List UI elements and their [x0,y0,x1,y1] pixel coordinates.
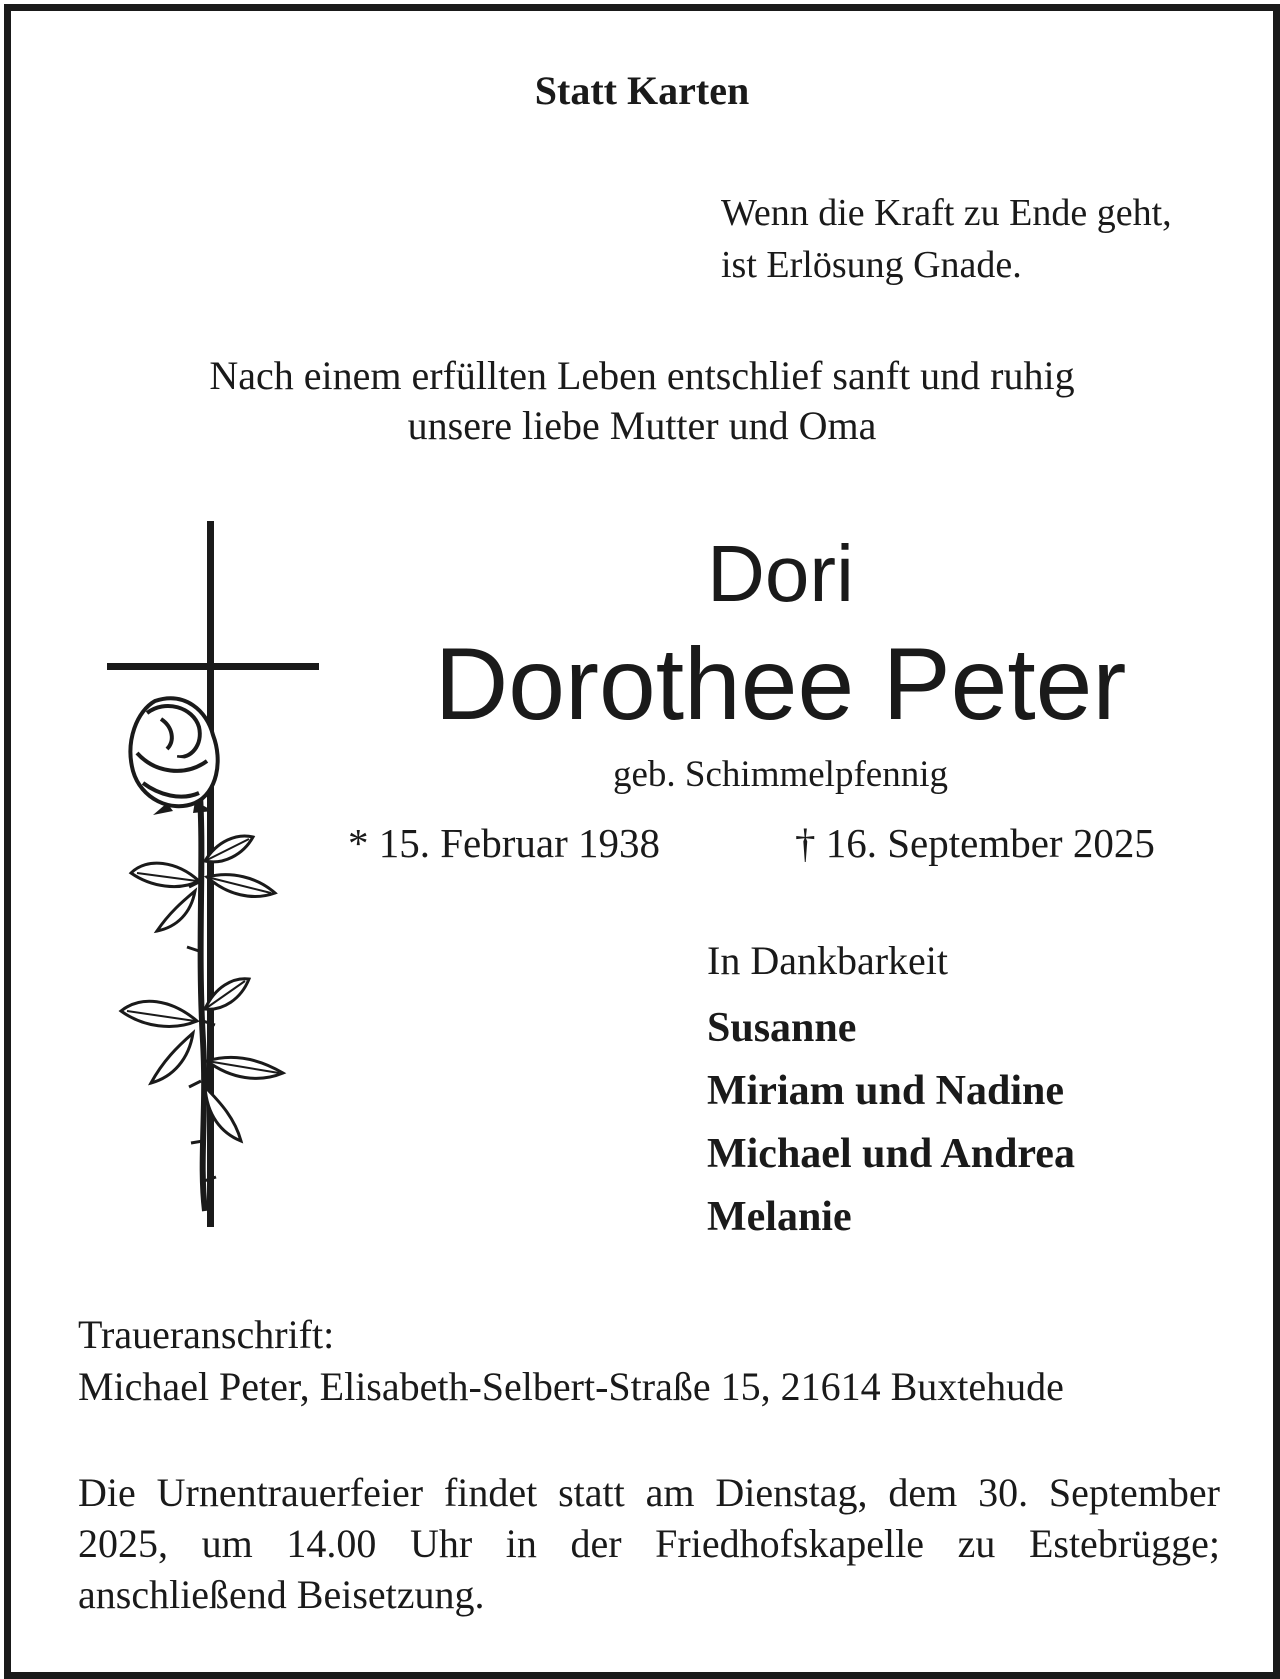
quote-line: Wenn die Kraft zu Ende geht, [721,192,1172,234]
ceremony-details: Die Urnentrauerfeier findet statt am Dienstag, dem 30. September 2025, um 14.00 Uhr in der Friedhofskapelle zu Estebrügge; anschließend Beisetzung. [78,1470,1220,1617]
birth-date: * 15. Februar 1938 [348,820,661,866]
thanks-line: In Dankbarkeit [707,938,949,983]
heading: Statt Karten [534,68,750,113]
full-name: Dorothee Peter [434,627,1127,741]
mourner-name: Melanie [707,1194,852,1240]
death-date: † 16. September 2025 [795,820,1155,866]
intro-text [11,351,1273,451]
maiden-name: geb. Schimmelpfennig [613,754,948,795]
intro-line: Nach einem erfüllten Leben entschlief sanft und ruhig [209,353,1075,398]
mourner-name: Susanne [707,1005,857,1051]
mourning-address: Michael Peter, Elisabeth-Selbert-Straße 15, 21614 Buxtehude [78,1364,1064,1409]
intro-line: unsere liebe Mutter und Oma [407,403,877,448]
address-label: Traueranschrift: [78,1312,335,1357]
mourner-name: Michael und Andrea [707,1131,1075,1177]
mourner-name: Miriam und Nadine [707,1068,1065,1114]
mourner-list [707,997,1075,1249]
obituary-notice [4,4,1280,1679]
quote-line: ist Erlösung Gnade. [721,244,1022,286]
quote [721,187,1172,291]
cross-with-rose-icon [107,521,327,1227]
nickname: Dori [707,529,854,618]
